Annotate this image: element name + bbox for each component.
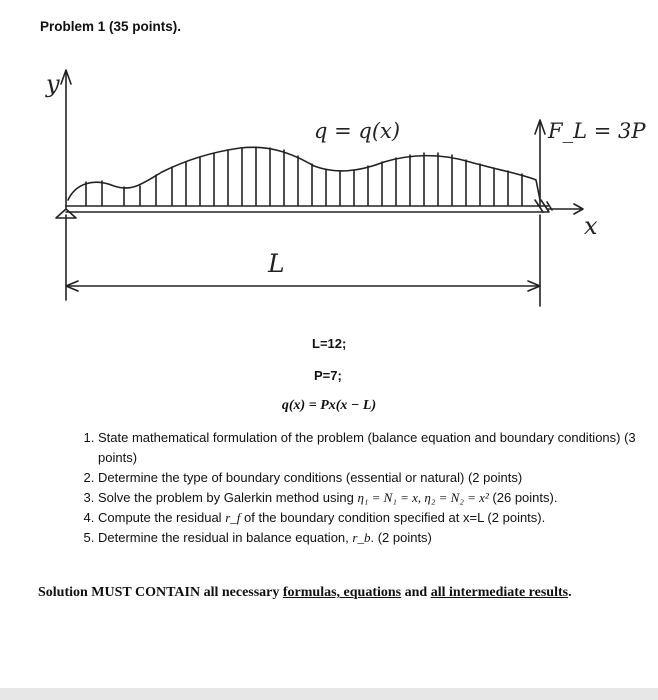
underlined-formulas: formulas, equations xyxy=(282,585,402,600)
param-P: P=7; xyxy=(314,368,342,383)
force-label: F_L = 3P xyxy=(548,119,646,143)
beam-sketch xyxy=(36,50,646,320)
x-axis-label: x xyxy=(584,212,598,240)
task-item: 2. Determine the type of boundary conditions (essential or natural) (2 points) xyxy=(98,468,658,488)
task-list xyxy=(58,428,658,548)
galerkin-basis: η₁ = N₁ = x, η₂ = N₂ = x² xyxy=(357,490,489,505)
task-item: 3. Solve the problem by Galerkin method using η₁ = N₁ = x, η₂ = N₂ = x² (26 points). xyxy=(98,488,658,508)
load-formula: q(x) = Px(x − L) xyxy=(281,398,377,413)
param-L: L=12; xyxy=(312,336,347,351)
y-axis-label: y xyxy=(46,70,60,98)
load-curve xyxy=(68,147,540,200)
task-item: 1. State mathematical formulation of the problem (balance equation and boundary conditions) (3 points) xyxy=(98,428,658,468)
residual-rf: r_f xyxy=(225,510,241,525)
underlined-results: all intermediate results xyxy=(430,585,569,600)
task-item: 5. Determine the residual in balance equation, r_b. (2 points) xyxy=(98,528,658,548)
solution-requirement: Solution MUST CONTAIN all necessary formulas, equations and all intermediate results. xyxy=(38,585,572,600)
task-item: 4. Compute the residual r_f of the boundary condition specified at x=L (2 points). xyxy=(98,508,658,528)
problem-title: Problem 1 (35 points). xyxy=(40,19,182,34)
length-label: L xyxy=(268,249,285,278)
page-bottom-band xyxy=(0,688,658,700)
residual-rb: r_b xyxy=(352,530,371,545)
load-label: q = q(x) xyxy=(314,119,401,143)
load-hatch xyxy=(86,147,522,205)
